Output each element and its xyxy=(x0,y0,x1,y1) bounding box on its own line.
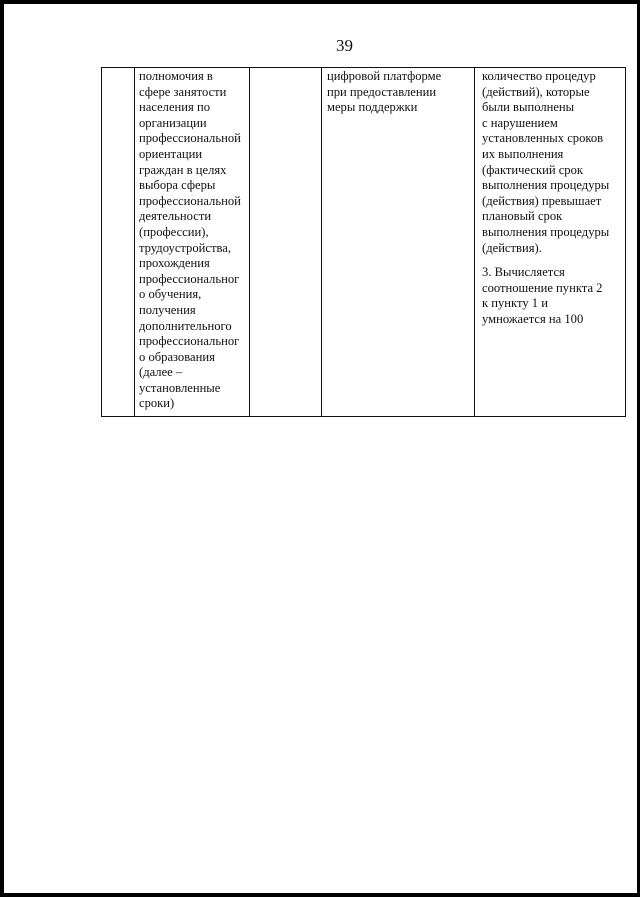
cell-text-line: дополнительного xyxy=(139,318,232,333)
cell-text-line: деятельности xyxy=(139,209,212,224)
cell-text-line: соотношение пункта 2 xyxy=(482,280,603,295)
cell-text-line: получения xyxy=(139,302,196,317)
continuation-table xyxy=(101,67,626,417)
cell-text-line: (действий), которые xyxy=(482,84,590,99)
table-cell-col4 xyxy=(322,68,475,417)
cell-text-line: трудоустройства, xyxy=(139,240,232,255)
cell-text-line: установленных сроков xyxy=(482,131,604,146)
cell-text-line: плановый срок xyxy=(482,209,563,224)
cell-text-line: прохождения xyxy=(139,256,210,271)
cell-text-line: (действия). xyxy=(482,240,542,255)
cell-text-line: выполнения процедуры xyxy=(482,178,610,193)
cell-text-line: граждан в целях xyxy=(139,162,227,177)
table-cell-col2 xyxy=(135,68,250,417)
cell-text-line: о образования xyxy=(139,349,215,364)
cell-text-line: были выполнены xyxy=(482,100,575,115)
cell-text-line: при предоставлении xyxy=(327,84,437,99)
cell-text-line: установленные xyxy=(139,380,221,395)
cell-text-line: сфере занятости xyxy=(139,84,227,99)
table-cell-col3 xyxy=(250,68,322,417)
cell-text-line: профессиональног xyxy=(139,271,240,286)
scan-border-top xyxy=(0,0,640,4)
cell-text-line: профессиональной xyxy=(139,131,241,146)
cell-text-line: умножается на 100 xyxy=(482,311,584,326)
table-cell-col1 xyxy=(102,68,135,417)
cell-text-line: ориентации xyxy=(139,146,203,161)
table-cell-col5 xyxy=(475,68,626,417)
cell-text-line: профессиональног xyxy=(139,334,240,349)
cell-text-line: цифровой платформе xyxy=(327,69,442,83)
page-number: 39 xyxy=(336,36,353,55)
cell-text-line: к пункту 1 и xyxy=(482,296,548,311)
cell-text-line: о обучения, xyxy=(139,287,202,302)
cell-text-line: меры поддержки xyxy=(327,100,418,115)
paragraph-gap xyxy=(482,256,622,265)
cell-text-line: сроки) xyxy=(139,396,175,411)
cell-text-line: населения по xyxy=(139,100,210,115)
cell-text-line: выбора сферы xyxy=(139,178,216,193)
cell-text-line: (далее – xyxy=(139,365,183,380)
scan-border-left xyxy=(0,0,4,897)
cell-text-line: выполнения процедуры xyxy=(482,224,610,239)
cell-text-line: (фактический срок xyxy=(482,162,584,177)
cell-text-line: профессиональной xyxy=(139,193,241,208)
table-row xyxy=(102,68,626,417)
scan-border-bottom xyxy=(0,893,640,897)
cell-text-line: их выполнения xyxy=(482,146,564,161)
cell-text-line: полномочия в xyxy=(139,69,213,83)
cell-text-line: 3. Вычисляется xyxy=(482,265,565,280)
cell-text-line: организации xyxy=(139,115,207,130)
cell-text-line: с нарушением xyxy=(482,115,558,130)
cell-text-line: количество процедур xyxy=(482,69,596,83)
cell-text-line: (профессии), xyxy=(139,224,209,239)
cell-text-line: (действия) превышает xyxy=(482,193,602,208)
